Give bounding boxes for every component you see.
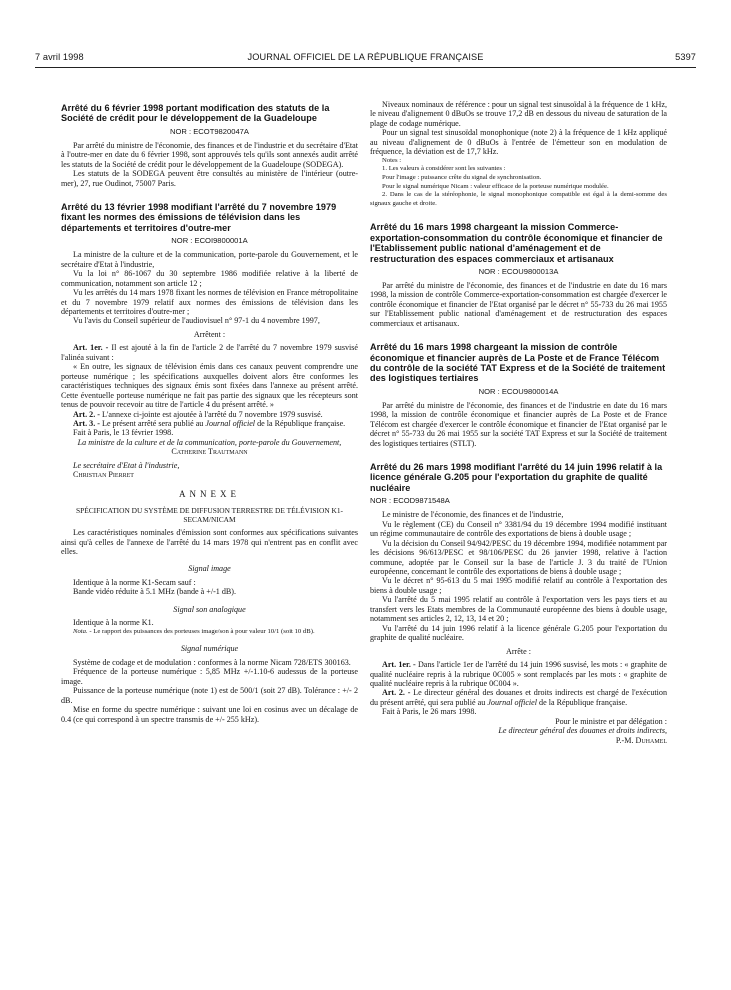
- article-text: L'annexe ci-jointe est ajoutée à l'arrêté du 7 novembre 1979 susvisé.: [102, 409, 323, 419]
- article-text: Le directeur général des douanes et droits indirects est chargé de l'exécution du présent arrêté, qui sera publié au: [370, 688, 667, 707]
- paragraph: Vu l'avis du Conseil supérieur de l'audiovisuel n° 97-1 du 4 novembre 1997,: [73, 316, 320, 326]
- header-date: 7 avril 1998: [35, 52, 84, 62]
- signatory-name: P.-M. Duhamel: [615, 735, 667, 745]
- arrete-heading: Arrête :: [506, 646, 531, 656]
- paragraph: Par arrêté du ministre de l'économie, des finances et de l'industrie en date du 16 mars 1998, la mission de contrôle Commerce-exportation-consommation est chargée d'exercer le contrôle économique et financier de l'Etat organisé par le décret n° 55-733 du 26 mai 1955 sur l'Etablissement public national d'aménagement et de restructuration des espaces commerciaux et artisanaux.: [370, 280, 667, 328]
- article-3: [61, 419, 358, 428]
- article-label: Art. 1er. -: [73, 343, 109, 353]
- paragraph: Bande vidéo réduite à 5.1 MHz (bande à +/-1 dB).: [73, 587, 237, 597]
- paragraph: Vu la loi n° 86-1067 du 30 septembre 1986 modifiée relative à la liberté de communication, notamment son article 12 ;: [61, 269, 358, 288]
- fait-a-paris: Fait à Paris, le 26 mars 1998.: [382, 707, 477, 717]
- article-text: Dans l'article 1er de l'arrêté du 14 juin 1996 susvisé, les mots : « graphite de qualité nucléaire repris à la rubrique 0C005 » sont remplacés par les mots : « graphite de qualité nucléaire repris à la rubrique 0C004 ».: [370, 660, 667, 688]
- paragraph: Les statuts de la SODEGA peuvent être consultés au ministère de l'intérieur (outre-mer), 27, rue Oudinot, 75007 Paris.: [61, 169, 358, 188]
- section-title: Arrêté du 13 février 1998 modifiant l'arrêté du 7 novembre 1979 fixant les normes des émissions de télévision dans les départements et territoires d'outre-mer: [61, 202, 337, 233]
- header-rule: [35, 67, 696, 68]
- section-title: Arrêté du 26 mars 1998 modifiant l'arrêté du 14 juin 1996 relatif à la licence générale G.205 pour l'exportation du graphite de qualité nucléaire: [370, 462, 663, 493]
- journal-title: JOURNAL OFFICIEL DE LA RÉPUBLIQUE FRANÇAISE: [247, 52, 484, 62]
- paragraph: Le ministre de l'économie, des finances et de l'industrie,: [382, 510, 564, 520]
- section-title: Arrêté du 16 mars 1998 chargeant la mission Commerce-exportation-consommation du contrôle économique et financier de l'Etablissement public national d'aménagement et de restructuration des espaces commerciaux et artisanaux: [370, 222, 663, 264]
- paragraph: Vu le décret n° 95-613 du 5 mai 1995 modifié relatif au contrôle à l'exportation des biens à double usage ;: [370, 576, 667, 595]
- paragraph: Par arrêté du ministre de l'économie, des finances et de l'industrie en date du 16 mars 1998, la mission de contrôle économique et financier auprès de La Poste et de France Télécom est chargée d'exercer le contrôle économique et financier de l'Etat organisé par le décret n° 55-733 du 26 mai 1955 sur la société TAT Express et sur la Société de traitement des logistiques tertiaires (STLT).: [370, 400, 667, 448]
- paragraph: Système de codage et de modulation : conformes à la norme Nicam 728/ETS 300163.: [73, 657, 351, 667]
- article-label: Art. 2. -: [73, 409, 100, 419]
- article-text: de la République française.: [257, 419, 346, 428]
- nor-reference: NOR : ECOU9800013A: [478, 266, 559, 276]
- nor-reference: NOR : ECOI9800001A: [171, 236, 248, 246]
- right-column: [370, 100, 667, 980]
- annexe-subtitle: SPÉCIFICATION DU SYSTÈME DE DIFFUSION TERRESTRE DE TÉLÉVISION K1-SECAM/NICAM: [75, 505, 344, 524]
- notes-label: Notes :: [382, 156, 402, 164]
- arretent-heading: Arrêtent :: [193, 329, 226, 339]
- paragraph: Mise en forme du spectre numérique : suivant une loi en cosinus avec un décalage de 0.4 (ce qui correspond à un spectre transmis de +/- 255 kHz).: [61, 705, 358, 724]
- article-label: Art. 3. -: [73, 419, 100, 428]
- article-1: [61, 343, 358, 362]
- nor-reference: NOR : ECOU9800014A: [478, 386, 559, 396]
- article-text: de la République française.: [539, 697, 628, 707]
- note: 1. Les valeurs à considérer sont les suivantes :: [382, 165, 506, 173]
- note: 2. Dans le cas de la stéréophonie, le signal monophonique compatible est égal à la demi-somme des signaux gauche et droite.: [370, 191, 667, 207]
- nor-reference: NOR : ECOT9820047A: [170, 126, 249, 136]
- signatory-name: Catherine Trautmann: [171, 447, 248, 457]
- paragraph: Niveaux nominaux de référence : pour un signal test sinusoïdal à la fréquence de 1 kHz, le niveau d'alignement 0 dBuOs se trouve 17,2 dB en dessous du niveau de saturation de la plage de codage numérique.: [370, 100, 667, 128]
- left-column: [61, 103, 358, 983]
- journal-officiel-ref: Journal officiel: [205, 419, 256, 428]
- paragraph: Vu le règlement (CE) du Conseil n° 3381/94 du 19 décembre 1994 modifié instituant un régime communautaire de contrôle des exportations de biens à double usage ;: [370, 519, 667, 539]
- paragraph: Par arrêté du ministre de l'économie, des finances et de l'industrie et du secrétaire d'Etat à l'outre-mer en date du 6 février 1998, sont approuvés tels qu'ils sont annexés audit arrêté les statuts de la Société de crédit pour le développement de la Guadeloupe (SODEGA).: [61, 140, 358, 169]
- paragraph: Vu l'arrêté du 14 juin 1996 relatif à la licence générale G.205 pour l'exportation du graphite de qualité nucléaire.: [370, 623, 667, 643]
- paragraph: Pour un signal test sinusoïdal monophonique (note 2) à la fréquence de 1 kHz appliqué au niveau d'alignement de 0 dBuOs à l'entrée de l'émetteur son en modulation de fréquence, la déviation est de 17,7 kHz.: [370, 128, 667, 157]
- article-2: [370, 688, 667, 707]
- subheading-signal-image: Signal image: [188, 564, 231, 574]
- paragraph: Identique à la norme K1-Secam sauf :: [73, 577, 196, 587]
- paragraph: Les caractéristiques nominales d'émission sont conformes aux spécifications suivantes ainsi qu'à celles de l'annexe de l'arrêté du 14 mars 1978 qui n'entrent pas en conflit avec elles.: [61, 528, 358, 557]
- article-2: [61, 410, 358, 419]
- paragraph: Vu les arrêtés du 14 mars 1978 fixant les normes de télévision en France métropolitaine et du 7 novembre 1979 relatif aux normes des émissions de télévision dans les départements et territoires d'outre-mer ;: [61, 288, 358, 317]
- article-text: Le présent arrêté sera publié au: [102, 419, 204, 428]
- signatory-role: La ministre de la culture et de la communication, porte-parole du Gouvernement,: [77, 437, 342, 447]
- article-label: Art. 2. -: [382, 688, 411, 698]
- nota: [61, 628, 358, 637]
- signature-intro: Pour le ministre et par délégation :: [555, 716, 667, 726]
- article-label: Art. 1er. -: [382, 660, 416, 670]
- signatory-role: Le directeur général des douanes et droits indirects,: [498, 726, 667, 736]
- paragraph: Fréquence de la porteuse numérique : 5,85 MHz +/-1.10-6 audessus de la porteuse image.: [61, 667, 358, 686]
- nota-label: Nota.: [73, 627, 88, 635]
- nor-reference: NOR : ECOD9871548A: [370, 496, 450, 506]
- subheading-signal-son: Signal son analogique: [173, 604, 246, 614]
- paragraph: Vu la décision du Conseil 94/942/PESC du 19 décembre 1994, modifiée notamment par les décisions 96/613/PESC et 98/106/PESC du 26 janvier 1998, relative à l'action commune, adoptée par le Conseil sur la base de l'article J. 3 du traité de l'Union européenne, concernant le contrôle des exportations de biens à double usage ;: [370, 538, 667, 576]
- paragraph: Identique à la norme K1.: [73, 618, 154, 628]
- fait-a-paris: Fait à Paris, le 13 février 1998.: [73, 428, 174, 438]
- paragraph: Vu l'arrêté du 5 mai 1995 relatif au contrôle à l'exportation vers les pays tiers et au transfert vers les Etats membres de la Communauté européenne des biens à double usage, notamment ses articles 2, 12, 13, 14 et 20 ;: [370, 595, 667, 624]
- section-title: Arrêté du 6 février 1998 portant modification des statuts de la Société de crédit pour le développement de la Guadeloupe: [61, 103, 330, 124]
- article-text: Il est ajouté à la fin de l'article 2 de l'arrêté du 7 novembre 1979 susvisé l'alinéa suivant :: [61, 343, 358, 362]
- note: Pour l'image : puissance crête du signal de synchronisation.: [382, 173, 542, 181]
- quoted-paragraph: « En outre, les signaux de télévision émis dans ces canaux peuvent comprendre une porteuse numérique ; les spécifications auxquelles doivent alors être conformes les caractéristiques techniques des signaux émis sont fixées dans l'annexe au présent arrêté. Cette éventuelle porteuse numérique ne fait pas partie des signaux que les récepteurs sont tenus de pouvoir recevoir au titre de l'article 4 du présent arrêté. »: [61, 362, 358, 410]
- paragraph: La ministre de la culture et de la communication, porte-parole du Gouvernement, et le secrétaire d'Etat à l'industrie,: [61, 250, 358, 269]
- journal-officiel-ref: Journal officiel: [487, 697, 538, 707]
- nota-text: - Le rapport des puissances des porteuses image/son à pour valeur 10/1 (soit 10 dB).: [89, 627, 315, 635]
- section-title: Arrêté du 16 mars 1998 chargeant la mission de contrôle économique et financier auprès de La Poste et de France Télécom du contrôle de la société TAT Express et de la Société de traitement des logistiques tertiaires: [370, 342, 666, 384]
- signatory-role: Le secrétaire d'Etat à l'industrie,: [73, 460, 180, 470]
- note: Pour le signal numérique Nicam : valeur efficace de la porteuse numérique modulée.: [382, 182, 609, 190]
- signatory-name: Christian Pierret: [73, 470, 134, 480]
- article-1: [370, 660, 667, 688]
- page-number: 5397: [675, 52, 696, 62]
- paragraph: Puissance de la porteuse numérique (note 1) est de 500/1 (soit 27 dB). Tolérance : +/- 2 dB.: [61, 686, 358, 705]
- annexe-title: ANNEXE: [179, 488, 240, 499]
- subheading-signal-numerique: Signal numérique: [180, 644, 239, 654]
